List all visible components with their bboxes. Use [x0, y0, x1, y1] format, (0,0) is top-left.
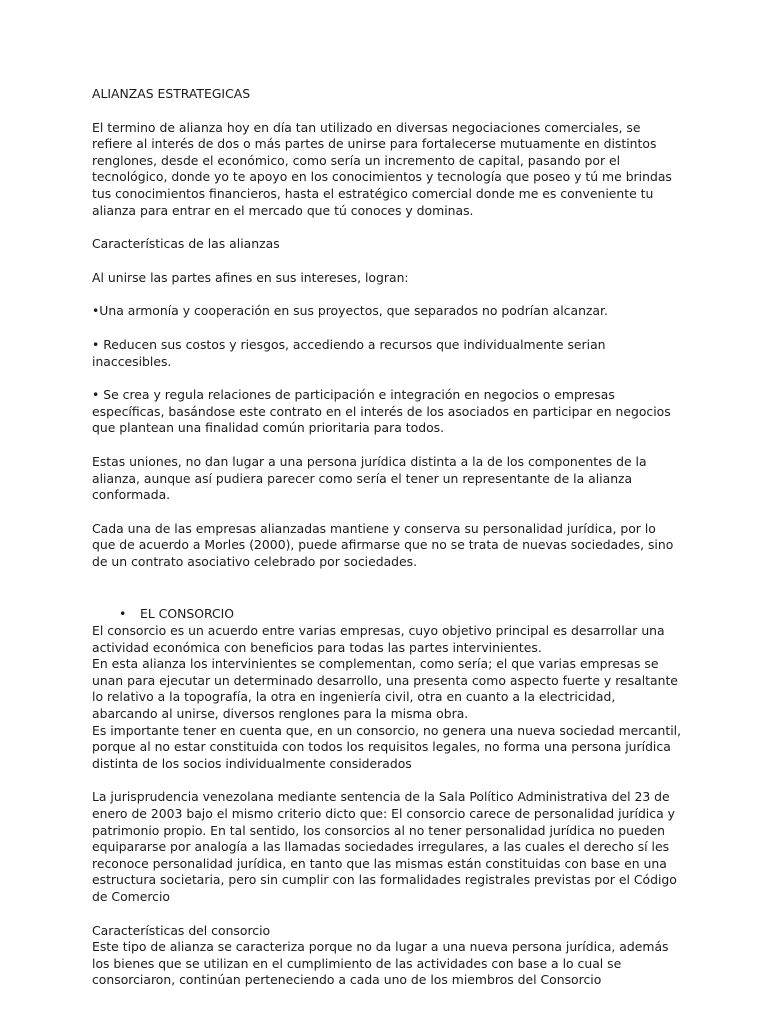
unions-paragraph: Estas uniones, no dan lugar a una persona jurídica distinta a la de los componentes de la alianza, aunque así pudiera parecer como sería el tener un representante de la alianza conformada.	[92, 453, 647, 503]
feature-bullet-regulation: • Se crea y regula relaciones de participación e integración en negocios o empresas específicas, basándose este contrato en el interés de los asociados en participar en negocios que plantean una finalidad común prioritaria para todos.	[92, 387, 671, 436]
features-lead: Al unirse las partes afines en sus intereses, logran:	[92, 269, 409, 285]
bullet-dot: •	[119, 606, 127, 622]
document-page	[92, 86, 682, 989]
consorcio-complement: En esta alianza los intervinientes se complementan, como sería; el que varias empresas se unan para ejecutar un determinado desarrollo, una presenta como aspecto fuerte y resaltante lo relativo a la topografía, la otra en ingeniería civil, otra en cuanto a la electricidad, abarcando al unirse, diversos renglones para la misma obra.	[92, 656, 678, 722]
consorcio-features-heading: Características del consorcio	[92, 922, 271, 938]
feature-bullet-costs: • Reducen sus costos y riesgos, accediendo a recursos que individualmente serian inaccesibles.	[92, 336, 606, 369]
feature-bullet-harmony: •Una armonía y cooperación en sus proyectos, que separados no podrían alcanzar.	[92, 303, 608, 319]
document-title: ALIANZAS ESTRATEGICAS	[92, 86, 251, 101]
consorcio-heading	[92, 606, 682, 623]
personality-paragraph: Cada una de las empresas alianzadas mantiene y conserva su personalidad jurídica, por lo que de acuerdo a Morles (2000), puede afirmarse que no se trata de nuevas sociedades, sino de un contrato asociativo celebrado por sociedades.	[92, 520, 674, 569]
consorcio-definition: El consorcio es un acuerdo entre varias empresas, cuyo objetivo principal es desarrollar una actividad económica con beneficios para todas las partes intervinientes.	[92, 623, 665, 655]
section-spacer	[92, 587, 682, 606]
intro-paragraph: El termino de alianza hoy en día tan utilizado en diversas negociaciones comerciales, se refiere al interés de dos o más partes de unirse para fortalecerse mutuamente en distintos renglones, desde el económico, como sería un incremento de capital, pasando por el tecnológico, donde yo te apoyo en los conocimientos y tecnología que poseo y tú me brindas tus conocimientos financieros, hasta el estratégico comercial donde me es conveniente tu alianza para entrar en el mercado que tú conoces y dominas.	[92, 119, 672, 218]
features-heading: Características de las alianzas	[92, 236, 280, 252]
consorcio-features-text: Este tipo de alianza se caracteriza porque no da lugar a una nueva persona jurídica, además los bienes que se utilizan en el cumplimiento de las actividades con base a lo cual se consorciaron, continúan perteneciendo a cada uno de los miembros del Consorcio	[92, 939, 669, 988]
jurisprudence-paragraph: La jurisprudencia venezolana mediante sentencia de la Sala Político Administrativa del 23 de enero de 2003 bajo el mismo criterio dicto que: El consorcio carece de personalidad jurídica y patrimonio propio. En tal sentido, los consorcios al no tener personalidad jurídica no pueden equipararse por analogía a las llamadas sociedades irregulares, a las cuales el derecho sí les reconoce personalidad jurídica, en tanto que las mismas están constituidas con base en una estructura societaria, pero sin cumplir con las formalidades registrales previstas por el Código de Comercio	[92, 789, 677, 904]
consorcio-heading-text: EL CONSORCIO	[140, 606, 235, 622]
consorcio-mercantil: Es importante tener en cuenta que, en un consorcio, no genera una nueva sociedad mercantil, porque al no estar constituida con todos los requisitos legales, no forma una persona jurídica distinta de los socios individualmente considerados	[92, 722, 682, 771]
